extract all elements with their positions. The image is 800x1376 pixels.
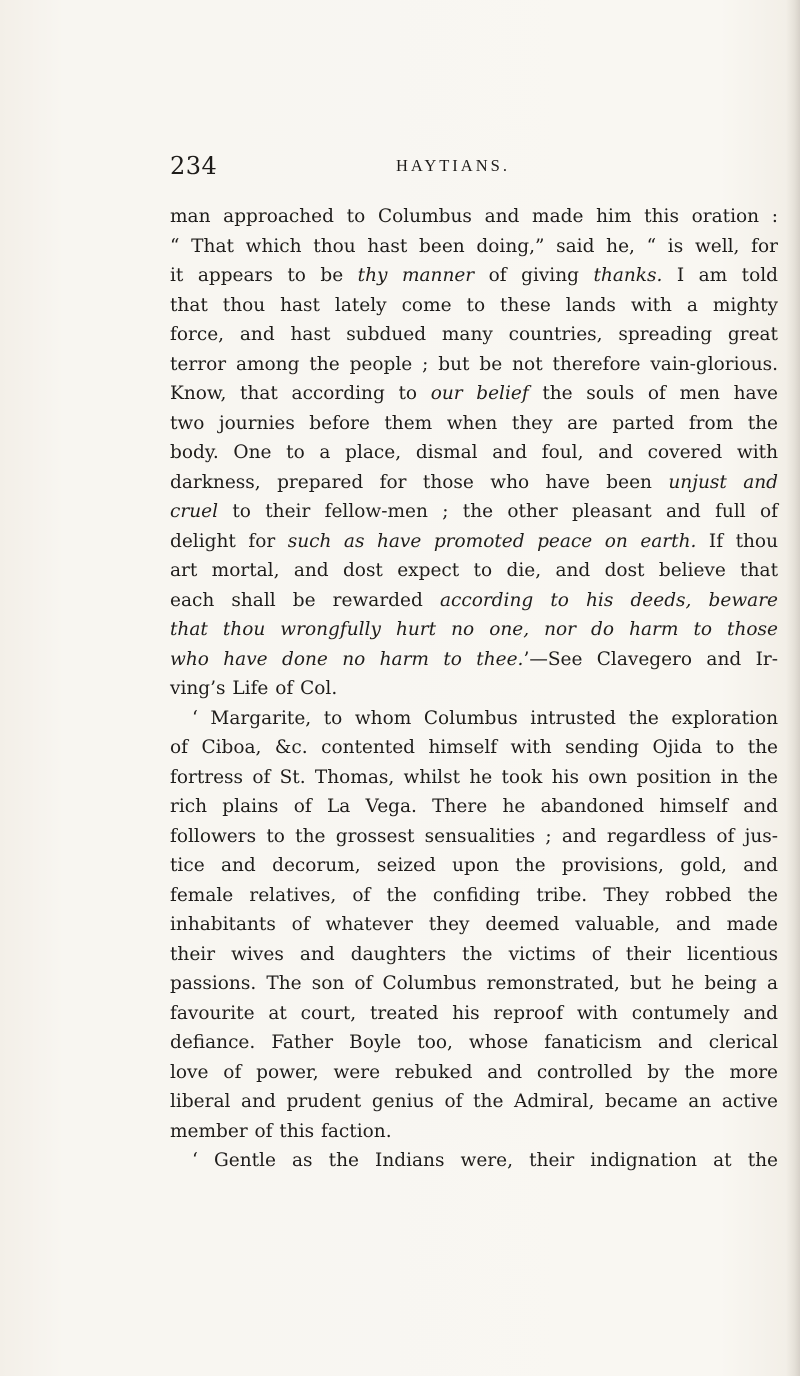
text-line xyxy=(170,556,778,586)
text-run: two journies before them when they are parted from the xyxy=(170,412,778,434)
italic-run: unjust and xyxy=(668,471,779,493)
text-run: tice and decorum, seized upon the provisions, gold, and xyxy=(170,855,778,876)
italic-run: thanks. xyxy=(593,265,663,286)
running-head: HAYTIANS. xyxy=(396,156,510,175)
text-line xyxy=(170,822,778,852)
page-edge-shadow xyxy=(786,0,800,1376)
text-line xyxy=(170,999,778,1029)
text-line xyxy=(170,674,778,704)
text-run: it appears to be xyxy=(170,265,358,286)
text-line xyxy=(170,645,778,675)
text-line xyxy=(170,704,778,734)
text-line xyxy=(170,940,778,970)
text-run: inhabitants of whatever they deemed valuable, and made xyxy=(170,914,778,935)
text-run: female relatives, of the confiding tribe. They robbed the xyxy=(170,884,778,906)
page-number: 234 xyxy=(170,152,218,180)
text-line xyxy=(170,379,778,409)
text-line xyxy=(170,881,778,911)
text-line xyxy=(170,261,778,291)
text-line xyxy=(170,320,778,350)
text-run: ving’s Life of Col. xyxy=(170,678,338,699)
text-run: that thou hast lately come to these lands with a mighty xyxy=(170,294,778,316)
text-run: love of power, were rebuked and controlled by the more xyxy=(170,1061,778,1083)
text-line xyxy=(170,497,778,527)
text-run: followers to the grossest sensualities ; and regardless of jus- xyxy=(170,825,778,847)
text-line xyxy=(170,1058,778,1088)
text-line xyxy=(170,527,778,557)
text-line xyxy=(170,763,778,793)
text-run: member of this faction. xyxy=(170,1120,392,1142)
italic-run: who have done no harm to thee. xyxy=(170,648,524,670)
text-line xyxy=(170,733,778,763)
text-run: Know, that according to xyxy=(170,383,431,404)
text-line xyxy=(170,792,778,822)
body-text xyxy=(170,202,778,1176)
text-run: art mortal, and dost expect to die, and dost believe that xyxy=(170,560,778,581)
text-line xyxy=(170,910,778,940)
text-line xyxy=(170,851,778,881)
text-line xyxy=(170,1146,778,1176)
text-run: terror among the people ; but be not therefore vain-glorious. xyxy=(170,353,778,375)
text-line xyxy=(170,615,778,645)
text-line xyxy=(170,1087,778,1117)
text-run: rich plains of La Vega. There he abandoned himself and xyxy=(170,796,778,817)
text-run: defiance. Father Boyle too, whose fanaticism and clerical xyxy=(170,1032,778,1053)
text-run: ‘ Gentle as the Indians were, their indignation at the xyxy=(192,1150,778,1171)
text-run: of giving xyxy=(474,265,594,286)
text-run: ’—See Clavegero and Ir- xyxy=(523,648,778,670)
text-run: favourite at court, treated his reproof with contumely and xyxy=(170,1002,778,1024)
text-run: ‘ Margarite, to whom Columbus intrusted the exploration xyxy=(192,707,778,729)
text-line xyxy=(170,409,778,439)
text-run: delight for xyxy=(170,530,288,552)
text-run: the souls of men have xyxy=(528,383,778,404)
text-line xyxy=(170,586,778,616)
text-line xyxy=(170,969,778,999)
text-line xyxy=(170,1028,778,1058)
italic-run: according to his deeds, beware xyxy=(439,589,778,611)
text-run: their wives and daughters the victims of their licentious xyxy=(170,943,778,965)
text-run: force, and hast subdued many countries, spreading great xyxy=(170,324,778,345)
page-header xyxy=(170,152,780,192)
text-line xyxy=(170,438,778,468)
text-run: liberal and prudent genius of the Admiral, became an active xyxy=(170,1091,778,1112)
italic-run: thy manner xyxy=(357,265,475,286)
text-run: to their fellow-men ; the other pleasant and full of xyxy=(217,501,778,522)
text-run: If thou xyxy=(696,530,778,552)
text-run: fortress of St. Thomas, whilst he took his own position in the xyxy=(170,766,778,788)
text-line xyxy=(170,350,778,380)
italic-run: cruel xyxy=(170,501,218,522)
text-run: passions. The son of Columbus remonstrated, but he being a xyxy=(170,973,778,994)
text-run: of Ciboa, &c. contented himself with sending Ojida to the xyxy=(170,737,778,758)
text-run: “ That which thou hast been doing,” said he, “ is well, for xyxy=(170,235,778,257)
text-run: man approached to Columbus and made him this oration : xyxy=(170,206,778,227)
text-line xyxy=(170,202,778,232)
italic-run: our belief xyxy=(430,383,529,404)
text-line xyxy=(170,232,778,262)
text-line xyxy=(170,1117,778,1147)
italic-run: such as have promoted peace on earth. xyxy=(287,530,697,552)
text-line xyxy=(170,468,778,498)
text-run: each shall be rewarded xyxy=(170,589,440,611)
italic-run: that thou wrongfully hurt no one, nor do harm to those xyxy=(170,619,778,640)
text-run: I am told xyxy=(662,265,779,286)
text-run: darkness, prepared for those who have been xyxy=(170,471,669,493)
text-line xyxy=(170,291,778,321)
text-run: body. One to a place, dismal and foul, and covered with xyxy=(170,442,778,463)
